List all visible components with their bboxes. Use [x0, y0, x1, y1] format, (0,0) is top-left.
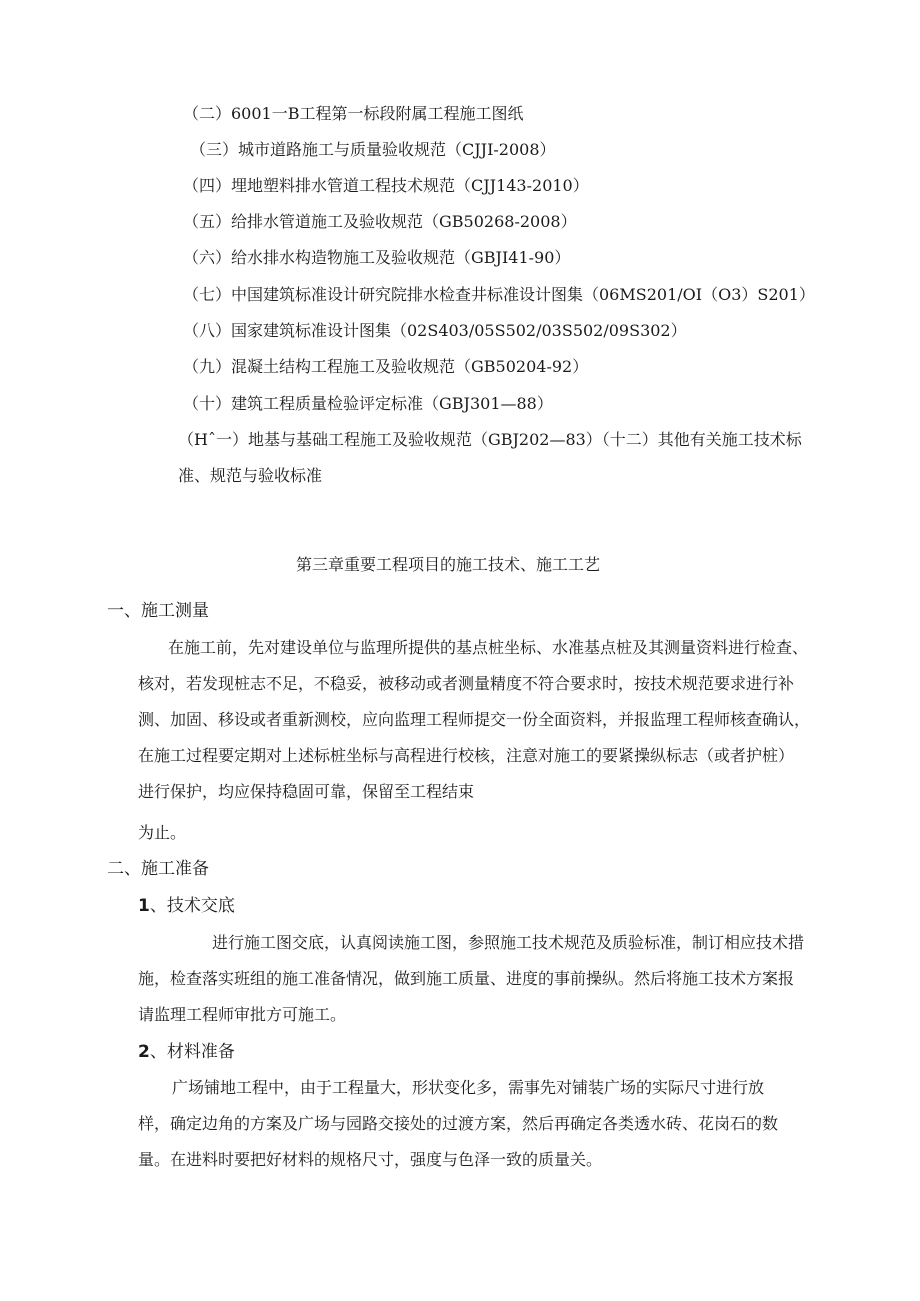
reference-item-9: （九）混凝土结构工程施工及验收规范（GB50204-92） [183, 357, 589, 376]
reference-item-7: （七）中国建筑标准设计研究院排水检查井标准设计图集（06MS201/OI（O3）S201） [183, 285, 815, 304]
reference-item-10: （十）建筑工程质量检验评定标准（GBJ301—88） [183, 394, 553, 413]
section-1-line-4: 在施工过程要定期对上述标桩坐标与高程进行校核，注意对施工的要紧操纵标志（或者护桩） [138, 746, 795, 765]
section-1-line-3: 测、加固、移设或者重新测校，应向监理工程师提交一份全面资料，并报监理工程师核查确认， [138, 710, 811, 729]
subsection-2-line-2: 样，确定边角的方案及广场与园路交接处的过渡方案，然后再确定各类透水砖、花岗石的数 [138, 1114, 779, 1133]
subsection-1-line-2: 施，检查落实班组的施工准备情况，做到施工质量、进度的事前操纵。然后将施工技术方案报 [138, 969, 795, 988]
subsection-2-line-1: 广场铺地工程中，由于工程量大，形状变化多，需事先对铺装广场的实际尺寸进行放 [172, 1078, 765, 1097]
section-2-title: 二、施工准备 [107, 859, 209, 879]
reference-item-6: （六）给水排水构造物施工及验收规范（GBJI41-90） [183, 248, 571, 267]
section-1-title: 一、施工测量 [107, 601, 209, 621]
subsection-2-title: 、材料准备 [149, 1042, 235, 1062]
subsection-1-number: 1 [138, 896, 150, 916]
subsection-2-heading [138, 1041, 235, 1063]
subsection-1-heading [138, 895, 235, 917]
subsection-2-line-3: 量。在进料时要把好材料的规格尺寸，强度与色泽一致的质量关。 [138, 1150, 603, 1169]
reference-item-continuation: 准、规范与验收标准 [178, 466, 323, 485]
reference-item-11: （Hˆ一）地基与基础工程施工及验收规范（GBJ202—83）（十二）其他有关施工技术标 [178, 430, 802, 449]
reference-item-4: （四）埋地塑料排水管道工程技术规范（CJJ143-2010） [183, 176, 589, 195]
reference-item-5: （五）给排水管道施工及验收规范（GB50268-2008） [183, 212, 577, 231]
chapter-title: 第三章重要工程项目的施工技术、施工工艺 [296, 555, 601, 574]
reference-item-8: （八）国家建筑标准设计图集（02S403/05S502/03S502/09S302） [183, 321, 687, 340]
subsection-1-line-3: 请监理工程师审批方可施工。 [138, 1005, 347, 1024]
subsection-2-number: 2 [138, 1042, 150, 1062]
section-1-line-6: 为止。 [138, 823, 187, 842]
section-1-line-5: 进行保护，均应保持稳固可靠，保留至工程结束 [138, 782, 475, 801]
section-1-line-2: 核对，若发现桩志不足，不稳妥，被移动或者测量精度不符合要求时，按技术规范要求进行补 [138, 674, 795, 693]
subsection-1-line-1: 进行施工图交底，认真阅读施工图，参照施工技术规范及质验标准，制订相应技术措 [212, 933, 805, 952]
reference-item-2: （二）6001一B工程第一标段附属工程施工图纸 [183, 104, 524, 123]
reference-item-3: （三）城市道路施工与质量验收规范（CJJI-2008） [190, 140, 556, 159]
subsection-1-title: 、技术交底 [149, 896, 235, 916]
section-1-line-1: 在施工前，先对建设单位与监理所提供的基点桩坐标、水准基点桩及其测量资料进行检查、 [168, 638, 809, 657]
